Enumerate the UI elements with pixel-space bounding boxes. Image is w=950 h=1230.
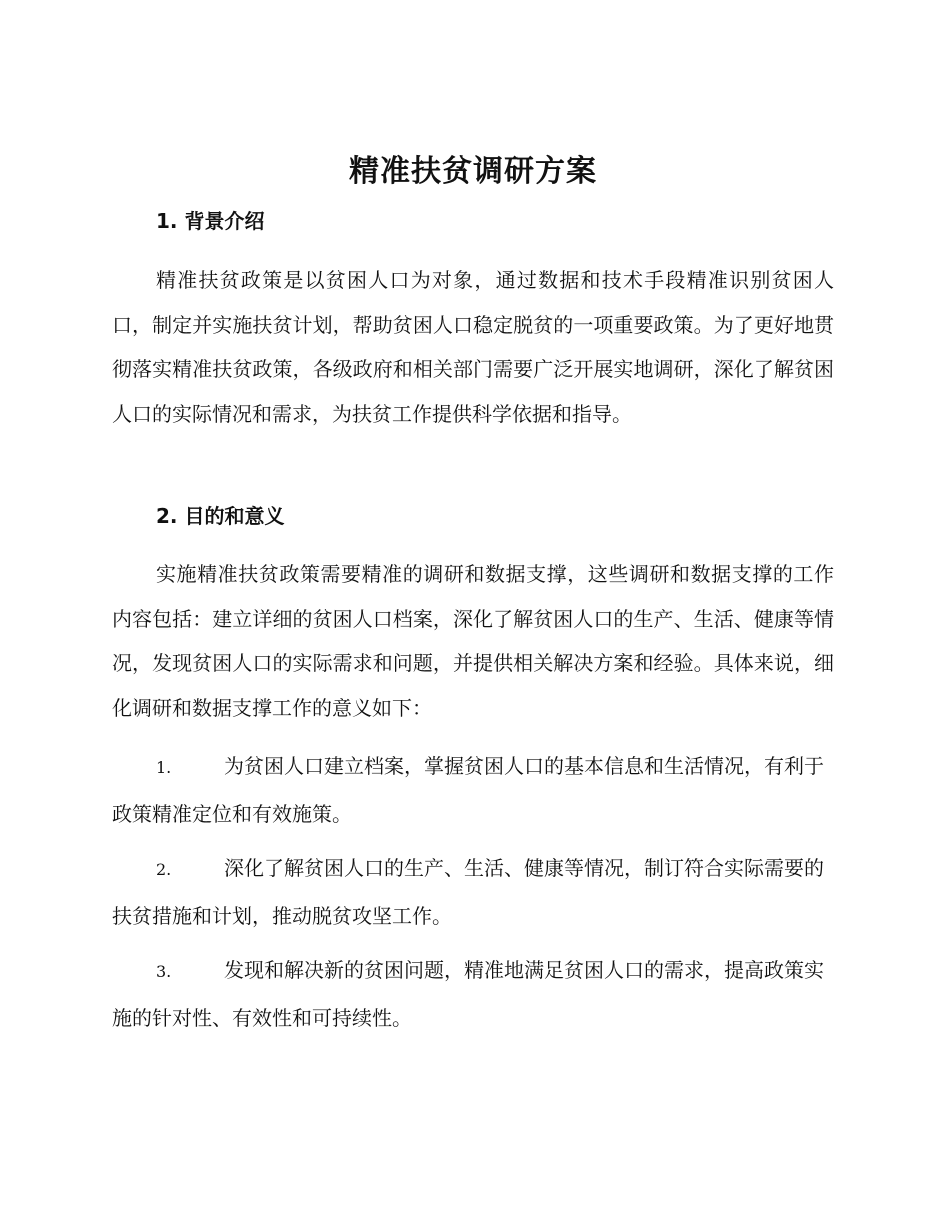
- document-title: 精准扶贫调研方案: [349, 154, 597, 189]
- list-item-text: 深化了解贫困人口的生产、生活、健康等情况，制订符合实际需要的扶贫措施和计划，推动脱贫攻坚工作。: [112, 856, 824, 928]
- list-item: [112, 947, 834, 1041]
- section-paragraph-purpose: 实施精准扶贫政策需要精准的调研和数据支撑，这些调研和数据支撑的工作内容包括：建立详细的贫困人口档案，深化了解贫困人口的生产、生活、健康等情况，发现贫困人口的实际需求和问题，并提供相关解决方案和经验。具体来说，细化调研和数据支撑工作的意义如下：: [112, 562, 834, 720]
- list-number: 3.: [156, 962, 172, 981]
- section-heading-purpose: 2. 目的和意义: [156, 504, 285, 528]
- list-item-text: 为贫困人口建立档案，掌握贫困人口的基本信息和生活情况，有利于政策精准定位和有效施策。: [112, 754, 824, 826]
- list-number: 2.: [156, 860, 172, 879]
- list-number: 1.: [156, 758, 172, 777]
- document-page: [112, 0, 834, 1230]
- section-paragraph-background: 精准扶贫政策是以贫困人口为对象，通过数据和技术手段精准识别贫困人口，制定并实施扶贫计划，帮助贫困人口稳定脱贫的一项重要政策。为了更好地贯彻落实精准扶贫政策，各级政府和相关部门需要广泛开展实地调研，深化了解贫困人口的实际情况和需求，为扶贫工作提供科学依据和指导。: [112, 268, 834, 426]
- list-item: [112, 845, 834, 939]
- section-heading-background: 1. 背景介绍: [156, 209, 265, 233]
- list-item-text: 发现和解决新的贫困问题，精准地满足贫困人口的需求，提高政策实施的针对性、有效性和可持续性。: [112, 958, 824, 1030]
- list-item: [112, 743, 834, 837]
